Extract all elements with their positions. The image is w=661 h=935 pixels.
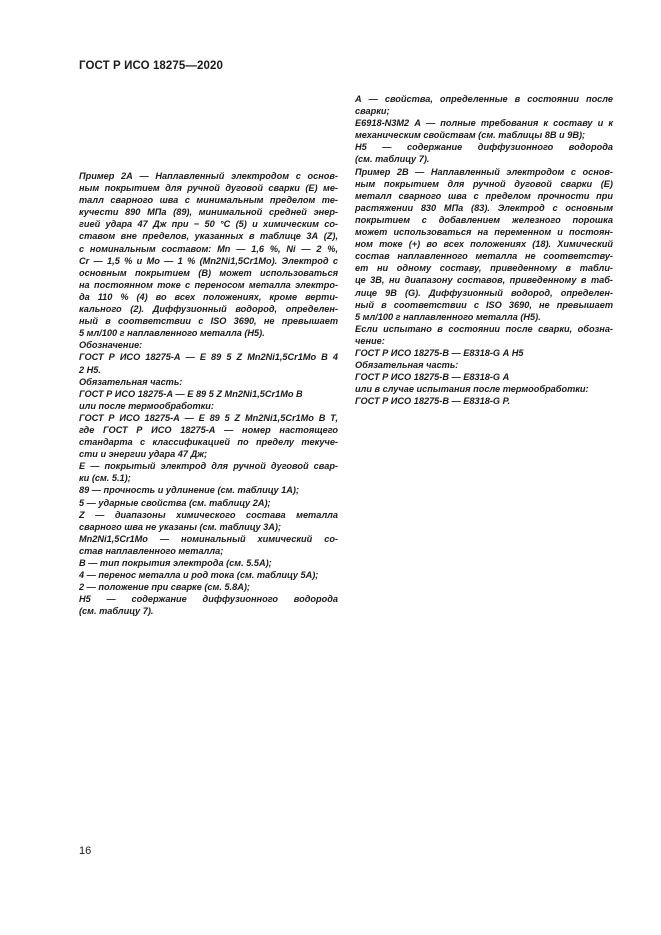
left-column-line: на постоянном токе с переносом металла электро- [79,279,338,290]
left-column-line: 5 мл/100 г наплавленного металла (Н5). [79,328,265,339]
left-column-line: талл сварного шва с минимальным пределом те- [79,195,338,206]
left-column-line: да 110 % (4) во всех положениях, кроме верти- [79,291,338,302]
left-column-text [79,170,338,617]
right-column-line: покрытием с добавлением железного порошка [355,214,613,225]
right-column-line: может использоваться на переменном и постоян- [355,227,613,238]
left-column-line: Обозначение: [79,340,143,351]
left-column-line: стандарта с классификацией по пределу текуче- [79,437,338,448]
left-column-line: гией удара 47 Дж при − 50 °С (5) и химическим со- [79,219,338,230]
left-column-line: основным покрытием (В) может использоваться [79,267,338,278]
right-column-line: Н5 — содержание диффузионного водорода [355,142,613,153]
left-column-line: став наплавленного металла; [79,545,224,556]
right-column-line: состав наплавленного металла не соответству- [355,251,613,262]
left-column-line: где ГОСТ Р ИСО 18275-А — номер настоящего [79,424,338,435]
document-header: ГОСТ Р ИСО 18275—2020 [79,60,224,72]
right-column-line: механическим свойствам (см. таблицы 8В и 9В); [355,130,586,141]
right-column-line: чение: [355,335,385,346]
right-column-line: сварки; [355,106,390,117]
left-column-line: с номинальным составом: Mn — 1,6 %, Ni — 2 %, [79,243,338,254]
left-column-line: 5 — ударные свойства (см. таблицу 2А); [79,497,271,508]
left-column-line: сти и энергии удара 47 Дж; [79,449,208,460]
left-column-line: Z — диапазоны химического состава металла [79,509,338,520]
left-column-line: Обязательная часть: [79,376,183,387]
left-column-line: кального (2). Диффузионный водород, определен- [79,304,338,315]
right-column-line: ГОСТ Р ИСО 18275-В — Е8318-G А Н5 [355,347,524,358]
right-column-line: растяжении 830 МПа (83). Электрод с основным [355,202,613,213]
page-number: 16 [79,845,92,857]
right-column-line: 5 мл/100 г наплавленного металла (Н5). [355,311,541,322]
left-column-line: Е — покрытый электрод для ручной дуговой свар- [79,461,338,472]
left-column-line: 2 Н5. [79,364,101,375]
left-column-line: ным покрытием для ручной дуговой сварки (Е) ме- [79,183,338,194]
left-column-line: или после термообработки: [79,400,214,411]
right-column-line: ным покрытием для ручной дуговой сварки (Е) [355,178,613,189]
left-column-line: сварного шва не указаны (см. таблицу 3А); [79,521,282,532]
right-column-line: (см. таблицу 7). [355,154,430,165]
right-column-line: Е6918-N3M2 А — полные требования к составу и к [355,118,613,129]
right-column-line: Обязательная часть: [355,360,459,371]
left-column-line: Mn2Ni1,5Cr1Mo — номинальный химический со- [79,533,338,544]
left-column-line: 2 — положение при сварке (см. 5.8А); [79,582,250,593]
right-column-line: Пример 2В — Наплавленный электродом с основ- [355,166,613,177]
left-column-line: ный в соответствии с ISO 3690, не превышает [79,316,338,327]
right-column-line: ный в соответствии с ISO 3690, не превышает [355,299,613,310]
right-column-line: це 3В, ни диапазону составов, приведенному в таб- [355,275,613,286]
right-column-line: лице 9В (G). Диффузионный водород, определен- [355,287,613,298]
left-column-line: ГОСТ Р ИСО 18275-А — Е 89 5 Z Mn2Ni1,5Cr1Mo В Т, [79,412,338,423]
right-column-line: или в случае испытания после термообработки: [355,384,589,395]
right-column-line: А — свойства, определенные в состоянии после [355,94,613,104]
right-column-line: металл сварного шва с пределом прочности при [355,190,613,201]
left-column-line: В — тип покрытия электрода (см. 5.5А); [79,558,272,568]
left-column-line: Cr — 1,5 % и Mo — 1 % (Mn2Ni1,5Cr1Mo). Электрод с [79,255,338,266]
right-column-line: ном токе (+) во всех положениях (18). Химический [355,239,613,250]
left-column-line: кучести 890 МПа (89), минимальной средней энер- [79,207,338,218]
left-column-line: 89 — прочность и удлинение (см. таблицу 1А); [79,485,300,496]
right-column-line: ет ни одному составу, приведенному в табли- [355,263,613,274]
left-column-line: ГОСТ Р ИСО 18275-А — Е 89 5 Z Mn2Ni1,5Cr1Mo В [79,388,303,399]
right-column-line: Если испытано в состоянии после сварки, обозна- [355,323,613,334]
right-column-line: ГОСТ Р ИСО 18275-В — Е8318-G Р. [355,396,511,407]
left-column-line: 4 — перенос металла и род тока (см. таблицу 5А); [79,570,319,581]
right-column-text [355,93,613,407]
left-column-line: ГОСТ Р ИСО 18275-А — Е 89 5 Z Mn2Ni1,5Cr1Mo В 4 [79,352,338,363]
right-column-line: ГОСТ Р ИСО 18275-В — Е8318-G А [355,372,510,383]
left-column-line: Н5 — содержание диффузионного водорода [79,594,338,605]
left-column-line: Пример 2А — Наплавленный электродом с основ- [79,171,338,181]
left-column-line: (см. таблицу 7). [79,606,154,617]
left-column-line: ставом вне пределов, указанных в таблице 3А (Z), [79,231,338,242]
left-column-line: ки (см. 5.1); [79,473,131,484]
